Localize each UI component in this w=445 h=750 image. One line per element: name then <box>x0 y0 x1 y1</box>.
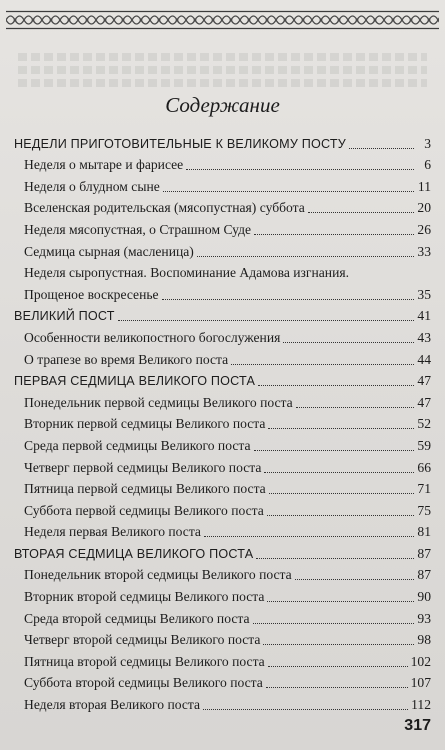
toc-page-number: 11 <box>417 178 431 194</box>
toc-page-number: 6 <box>424 157 431 173</box>
table-of-contents <box>14 130 431 713</box>
toc-entry-row <box>14 324 431 346</box>
toc-entry-row <box>14 238 431 260</box>
toc-entry-row <box>14 519 431 541</box>
toc-entry-label: Вторник второй седмицы Великого поста <box>24 589 265 605</box>
dot-leader <box>295 579 414 580</box>
toc-entry-label: Неделя вторая Великого поста <box>24 697 201 713</box>
toc-page-number: 26 <box>417 221 431 237</box>
dot-leader <box>269 493 414 494</box>
toc-page-number: 33 <box>417 243 431 259</box>
toc-entry-label: Неделя первая Великого поста <box>24 524 201 540</box>
toc-section-title: ПЕРВАЯ СЕДМИЦА ВЕЛИКОГО ПОСТА <box>14 374 256 389</box>
page-number: 317 <box>404 717 431 734</box>
toc-entry-label: Пятница второй седмицы Великого поста <box>24 653 265 669</box>
toc-entry-label: Неделя о блудном сыне <box>24 178 160 194</box>
ornament-border-icon <box>6 10 439 30</box>
toc-entry-label: Четверг второй седмицы Великого поста <box>24 632 261 648</box>
toc-entry-label: Пятница первой седмицы Великого поста <box>24 481 266 497</box>
toc-entry-row <box>14 627 431 649</box>
toc-entry-row <box>14 476 431 498</box>
show-through-text <box>18 48 427 88</box>
dot-leader <box>263 644 414 645</box>
toc-page-number: 52 <box>417 416 431 432</box>
toc-entry-label: Особенности великопостного богослужения <box>24 329 281 345</box>
toc-entry-row <box>14 346 431 368</box>
dot-leader <box>267 515 414 516</box>
dot-leader <box>197 256 414 257</box>
toc-entry-label: Неделя мясопустная, о Страшном Суде <box>24 221 252 237</box>
toc-page-number: 87 <box>417 567 431 583</box>
toc-page-number: 93 <box>417 610 431 626</box>
dot-leader <box>349 148 414 149</box>
dot-leader <box>253 623 414 624</box>
toc-entry-label: Суббота второй седмицы Великого поста <box>24 675 263 691</box>
toc-page-number: 102 <box>410 653 431 669</box>
dot-leader <box>203 709 408 710</box>
dot-leader <box>118 320 414 321</box>
toc-entry-row <box>14 605 431 627</box>
dot-leader <box>162 299 414 300</box>
toc-entry-row <box>14 432 431 454</box>
toc-entry-label: Седмица сырная (масленица) <box>24 243 194 259</box>
toc-section-title: НЕДЕЛИ ПРИГОТОВИТЕЛЬНЫЕ К ВЕЛИКОМУ ПОСТУ <box>14 136 346 151</box>
dot-leader <box>204 536 414 537</box>
toc-section-row <box>14 368 431 390</box>
toc-entry-label: Неделя сыропустная. Воспоминание Адамова изгнания. <box>24 265 350 281</box>
toc-page-number: 112 <box>411 697 431 713</box>
toc-entry-label: Суббота первой седмицы Великого поста <box>24 502 264 518</box>
toc-page-number: 44 <box>417 351 431 367</box>
toc-page-number: 3 <box>424 135 431 151</box>
header-ornament <box>6 10 439 30</box>
dot-leader <box>258 385 414 386</box>
toc-page-number: 41 <box>417 308 431 324</box>
dot-leader <box>296 407 414 408</box>
toc-page-number: 90 <box>417 589 431 605</box>
toc-section-row <box>14 540 431 562</box>
toc-entry-row <box>14 195 431 217</box>
toc-entry-row <box>14 389 431 411</box>
toc-entry-row <box>14 216 431 238</box>
dot-leader <box>308 212 414 213</box>
toc-entry-label: Среда первой седмицы Великого поста <box>24 437 251 453</box>
dot-leader <box>268 428 414 429</box>
dot-leader <box>163 191 414 192</box>
toc-entry-label: Неделя о мытаре и фарисее <box>24 157 184 173</box>
dot-leader <box>254 234 414 235</box>
dot-leader <box>283 342 414 343</box>
toc-page-number: 59 <box>417 437 431 453</box>
toc-section-row <box>14 303 431 325</box>
toc-entry-row <box>14 562 431 584</box>
toc-page-number: 47 <box>417 373 431 389</box>
toc-page-number: 87 <box>417 545 431 561</box>
toc-entry-row <box>14 411 431 433</box>
toc-page-number: 35 <box>417 286 431 302</box>
toc-entry-label: Прощеное воскресенье <box>24 286 159 302</box>
dot-leader <box>264 472 414 473</box>
toc-entry-row <box>14 454 431 476</box>
toc-page-number: 75 <box>417 502 431 518</box>
toc-page-number: 81 <box>417 524 431 540</box>
toc-entry-row <box>14 152 431 174</box>
toc-entry-label: Вселенская родительская (мясопустная) суббота <box>24 200 305 216</box>
toc-page-number: 47 <box>417 394 431 410</box>
dot-leader <box>268 666 408 667</box>
dot-leader <box>186 169 414 170</box>
dot-leader <box>256 558 414 559</box>
toc-page-number: 66 <box>417 459 431 475</box>
toc-entry-row <box>14 670 431 692</box>
toc-entry-label: Понедельник второй седмицы Великого поста <box>24 567 292 583</box>
toc-entry-row <box>14 173 431 195</box>
toc-entry-label: Понедельник первой седмицы Великого поста <box>24 394 293 410</box>
dot-leader <box>254 450 414 451</box>
toc-entry-label: Четверг первой седмицы Великого поста <box>24 459 262 475</box>
toc-page-number: 71 <box>417 481 431 497</box>
page-title: Содержание <box>165 93 280 117</box>
toc-section-title: ВЕЛИКИЙ ПОСТ <box>14 309 115 324</box>
toc-entry-row <box>14 281 431 303</box>
toc-entry-label: О трапезе во время Великого поста <box>24 351 229 367</box>
toc-page-number: 107 <box>410 675 431 691</box>
toc-entry-label: Вторник первой седмицы Великого поста <box>24 416 266 432</box>
toc-section-title: ВТОРАЯ СЕДМИЦА ВЕЛИКОГО ПОСТА <box>14 546 254 561</box>
toc-entry-row <box>14 260 431 282</box>
toc-page-number: 98 <box>417 632 431 648</box>
toc-entry-row <box>14 691 431 713</box>
dot-leader <box>266 687 408 688</box>
toc-page-number: 43 <box>417 329 431 345</box>
toc-entry-row <box>14 648 431 670</box>
toc-page-number: 20 <box>417 200 431 216</box>
toc-entry-row <box>14 583 431 605</box>
dot-leader <box>231 364 414 365</box>
toc-section-row <box>14 130 431 152</box>
dot-leader <box>267 601 414 602</box>
toc-entry-label: Среда второй седмицы Великого поста <box>24 610 250 626</box>
toc-entry-row <box>14 497 431 519</box>
